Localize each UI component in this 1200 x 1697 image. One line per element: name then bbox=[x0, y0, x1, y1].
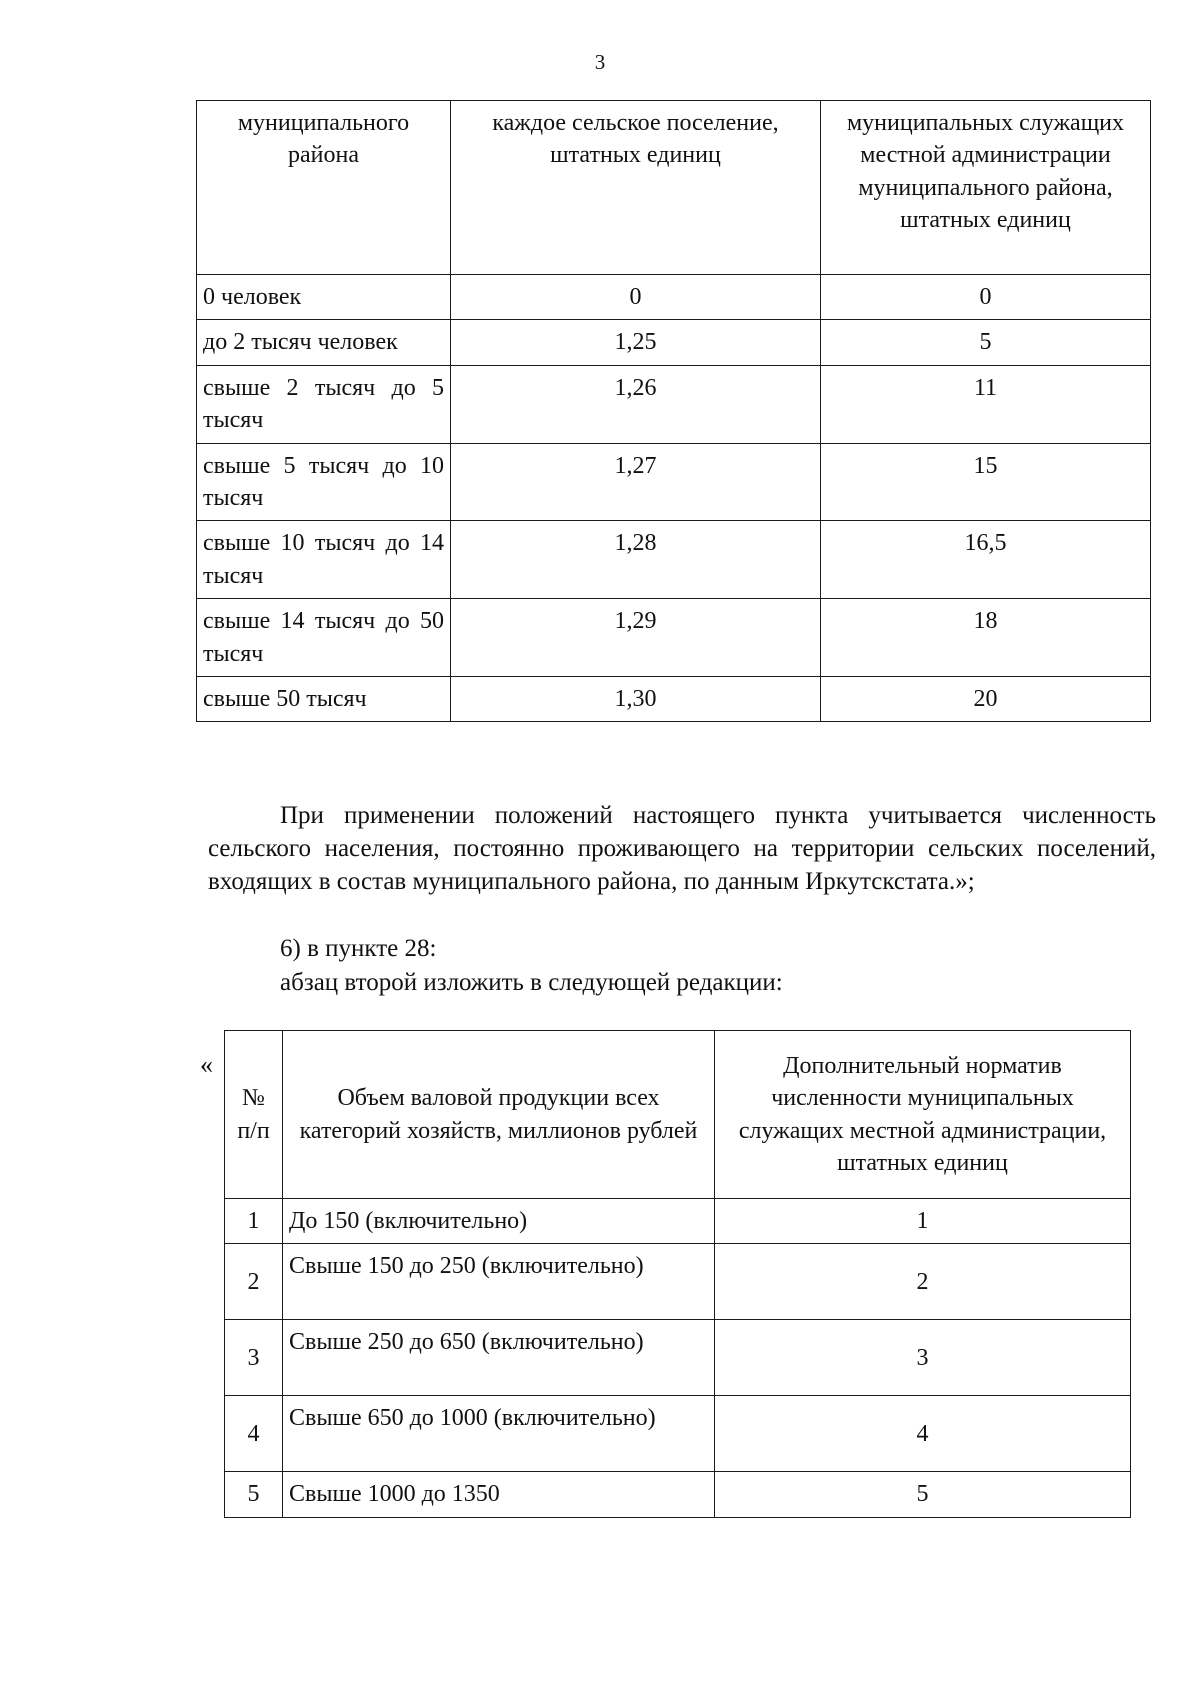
column-header: муниципального района bbox=[197, 101, 451, 275]
norm-value-cell: 1 bbox=[715, 1199, 1131, 1244]
district-norm-cell: 0 bbox=[821, 275, 1151, 320]
settlement-norm-cell: 1,30 bbox=[451, 676, 821, 721]
population-range-cell: свыше 14 тысяч до 50 тысяч bbox=[197, 599, 451, 677]
production-volume-cell: Свыше 1000 до 1350 bbox=[283, 1472, 715, 1517]
column-header: Объем валовой продукции всех категорий хозяйств, миллионов рублей bbox=[283, 1031, 715, 1199]
opening-quote: « bbox=[200, 1050, 213, 1079]
staff-norms-table bbox=[196, 100, 1151, 722]
table-row bbox=[225, 1199, 1131, 1244]
row-number-cell: 1 bbox=[225, 1199, 283, 1244]
table-row bbox=[225, 1244, 1131, 1320]
column-header: муниципальных служащих местной администрации муниципального района, штатных единиц bbox=[821, 101, 1151, 275]
district-norm-cell: 15 bbox=[821, 443, 1151, 521]
table-row bbox=[197, 676, 1151, 721]
production-volume-cell: Свыше 650 до 1000 (включительно) bbox=[283, 1396, 715, 1472]
item-paragraph: 6) в пункте 28: bbox=[280, 935, 437, 962]
norm-value-cell: 4 bbox=[715, 1396, 1131, 1472]
population-range-cell: 0 человек bbox=[197, 275, 451, 320]
body-paragraph: При применении положений настоящего пункта учитывается численность сельского населения, постоянно проживающего на территории сельских поселений, входящих в состав муниципального района, по данным Иркутскстата.»; bbox=[208, 802, 1156, 895]
table-header-row bbox=[225, 1031, 1131, 1199]
settlement-norm-cell: 1,27 bbox=[451, 443, 821, 521]
district-norm-cell: 11 bbox=[821, 365, 1151, 443]
table-row bbox=[197, 599, 1151, 677]
district-norm-cell: 20 bbox=[821, 676, 1151, 721]
district-norm-cell: 18 bbox=[821, 599, 1151, 677]
row-number-cell: 3 bbox=[225, 1320, 283, 1396]
population-range-cell: свыше 5 тысяч до 10 тысяч bbox=[197, 443, 451, 521]
row-number-cell: 4 bbox=[225, 1396, 283, 1472]
instruction-paragraph: абзац второй изложить в следующей редакции: bbox=[280, 969, 783, 996]
table-row bbox=[225, 1472, 1131, 1517]
row-number-cell: 2 bbox=[225, 1244, 283, 1320]
column-header: каждое сельское поселение, штатных единиц bbox=[451, 101, 821, 275]
table-row bbox=[197, 365, 1151, 443]
table-row bbox=[225, 1320, 1131, 1396]
column-header: № п/п bbox=[225, 1031, 283, 1199]
settlement-norm-cell: 0 bbox=[451, 275, 821, 320]
production-volume-cell: До 150 (включительно) bbox=[283, 1199, 715, 1244]
production-volume-cell: Свыше 150 до 250 (включительно) bbox=[283, 1244, 715, 1320]
norm-value-cell: 2 bbox=[715, 1244, 1131, 1320]
norm-value-cell: 5 bbox=[715, 1472, 1131, 1517]
population-range-cell: свыше 2 тысяч до 5 тысяч bbox=[197, 365, 451, 443]
page-number: 3 bbox=[594, 50, 606, 74]
district-norm-cell: 16,5 bbox=[821, 521, 1151, 599]
table-row bbox=[197, 275, 1151, 320]
row-number-cell: 5 bbox=[225, 1472, 283, 1517]
population-range-cell: свыше 50 тысяч bbox=[197, 676, 451, 721]
table-row bbox=[225, 1396, 1131, 1472]
population-range-cell: до 2 тысяч человек bbox=[197, 320, 451, 365]
norm-value-cell: 3 bbox=[715, 1320, 1131, 1396]
column-header: Дополнительный норматив численности муниципальных служащих местной администрации, штатных единиц bbox=[715, 1031, 1131, 1199]
settlement-norm-cell: 1,25 bbox=[451, 320, 821, 365]
table-row bbox=[197, 521, 1151, 599]
table-row bbox=[197, 320, 1151, 365]
settlement-norm-cell: 1,29 bbox=[451, 599, 821, 677]
settlement-norm-cell: 1,28 bbox=[451, 521, 821, 599]
additional-norms-table bbox=[224, 1030, 1131, 1518]
district-norm-cell: 5 bbox=[821, 320, 1151, 365]
population-range-cell: свыше 10 тысяч до 14 тысяч bbox=[197, 521, 451, 599]
settlement-norm-cell: 1,26 bbox=[451, 365, 821, 443]
production-volume-cell: Свыше 250 до 650 (включительно) bbox=[283, 1320, 715, 1396]
table-header-row bbox=[197, 101, 1151, 275]
table-row bbox=[197, 443, 1151, 521]
